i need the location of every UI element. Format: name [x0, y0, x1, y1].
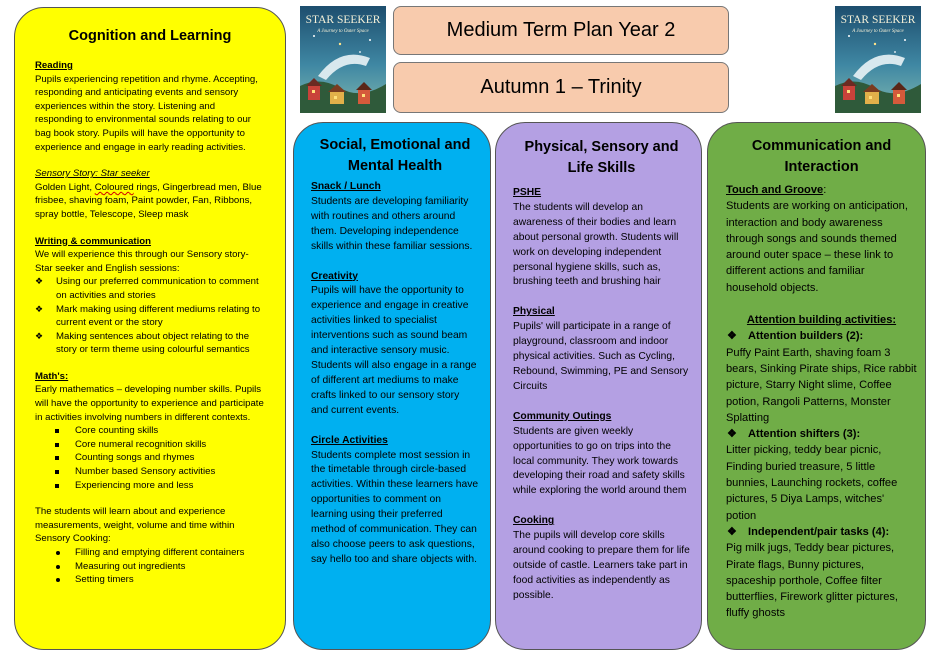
list-item: Measuring out ingredients [55, 560, 265, 574]
touch-title-colon: : [823, 184, 827, 196]
physical-heading: Physical, Sensory and Life Skills [524, 139, 679, 176]
writing-text: We will experience this through our Sensory story- Star seeker and English sessions: [35, 249, 249, 274]
cooking-text: The pupils will develop core skills around cooking to prepare them for life outside of castle. Learners take part in food activities as independently as possible. [513, 530, 690, 601]
plan-title-box [393, 6, 729, 55]
physical-sensory-panel [495, 122, 702, 650]
reading-text: Pupils experiencing repetition and rhyme. Accepting, responding and anticipating events and sensory experiences within the story. Listening and responding to environmental sounds relating to our bag book story. Pupils will have the opportunity to experience and engage in early reading activities. [35, 73, 258, 153]
sensory-text-part: Golden Light, [35, 181, 95, 193]
book-cover-title: STAR SEEKER [305, 14, 381, 26]
term-title: Autumn 1 – Trinity [480, 76, 642, 98]
sensory-story-text [35, 181, 265, 222]
builders-text: Puffy Paint Earth, shaving foam 3 bears, Sinking Pirate ships, Rice rabbit picture, Starry Night slime, Coffee potion, Rangoli Patterns, Monster Splatting [726, 346, 917, 424]
shifters-title: ❖ Attention shifters (3): [726, 426, 917, 442]
list-item: ❖ Making sentences about object relating to the story or term theme using colourful semantics [35, 330, 265, 357]
sensory-story-title: Sensory Story: Star seeker [35, 168, 150, 180]
maths-text: Early mathematics – developing number skills. Pupils will have the opportunity to experience and participate in activities involving numbers in different contexts. [35, 384, 264, 423]
measurement-list [35, 546, 265, 587]
plan-title: Medium Term Plan Year 2 [446, 19, 676, 41]
cognition-learning-panel [14, 7, 286, 650]
circle-text: Students complete most session in the timetable through circle-based activities. Within these learners have opportunities to comment on learning using their preferred method of communication. They can also choose peers to ask questions, say hello too and share objects with. [311, 449, 479, 565]
attention-title: Attention building activities: [746, 314, 897, 327]
list-item: Setting timers [55, 573, 265, 587]
snack-title: Snack / Lunch [311, 181, 381, 192]
community-text: Students are given weekly opportunities to go on trips into the local community. They work towards developing their road and safety skills while exploring the world around them [513, 425, 687, 497]
physical-title: Physical [513, 306, 555, 318]
social-emotional-panel [293, 122, 491, 650]
pair-tasks-title: ❖ Independent/pair tasks (4): [726, 524, 917, 540]
list-item: Core numeral recognition skills [55, 438, 265, 452]
touch-title [726, 182, 917, 198]
book-cover-subtitle: A Journey to Outer Space [852, 29, 904, 34]
list-item: Experiencing more and less [55, 479, 265, 493]
pshe-title: PSHE [513, 187, 542, 198]
communication-panel [707, 122, 926, 650]
cognition-heading: Cognition and Learning [68, 28, 232, 44]
book-cover-right [835, 6, 921, 113]
maths-title: Math's: [35, 370, 69, 382]
list-item: ❖ Mark making using different mediums relating to current event or the story [35, 303, 265, 330]
builders-title: ❖ Attention builders (2): [726, 328, 917, 344]
physical-text: Pupils' will participate in a range of playground, classroom and indoor physical activities. Such as Cycling, Rebound, Swimming, PE and Sensory Circuits [513, 321, 689, 392]
list-item: Core counting skills [55, 424, 265, 438]
spelling-flagged-word: Coloured [94, 181, 134, 193]
shifters-text: Litter picking, teddy bear picnic, Finding buried treasure, 5 little bunnies, Launching rockets, coffee pictures, 5 Diya Lamps, witches' potion [726, 444, 898, 522]
book-cover-title: STAR SEEKER [840, 14, 916, 26]
touch-text: Students are working on anticipation, interaction and body awareness through songs and sounds themed around outer space – these link to different actions and familiar household objects. [726, 200, 908, 294]
list-item: Counting songs and rhymes [55, 451, 265, 465]
writing-title: Writing & communication [35, 235, 152, 247]
writing-list [35, 275, 265, 357]
reading-title: Reading [35, 60, 73, 71]
pshe-text: The students will develop an awareness of their bodies and learn about personal growth. Students will work on developing independent personal hygiene skills, such as, brushing teeth and brushing hair [513, 201, 679, 288]
measurement-text: The students will learn about and experience measurements, weight, volume and time within Sensory Cooking: [35, 506, 235, 545]
snack-text: Students are developing familiarity with routines and others around them. Developing independence skills within these familiar sessions. [311, 195, 473, 252]
maths-list [35, 424, 265, 492]
creativity-title: Creativity [311, 270, 358, 282]
social-heading: Social, Emotional and Mental Health [319, 137, 471, 174]
sensory-text-part: rings, Gingerbread men, Blue frisbee, shaving foam, Paint powder, Fan, Ribbons, spray bottle, Telescope, Sleep mask [35, 181, 262, 220]
list-item: Filling and emptying different containers [55, 546, 265, 560]
cooking-title: Cooking [513, 515, 555, 527]
list-item: ❖ Using our preferred communication to comment on activities and stories [35, 275, 265, 302]
pair-tasks-text: Pig milk jugs, Teddy bear pictures, Pirate flags, Bunny pictures, spaceship porthole, Coffee filter butterflies, Firework glitter pictures, fluffy ghosts [726, 542, 899, 620]
term-title-box [393, 62, 729, 113]
circle-title: Circle Activities [311, 434, 388, 446]
list-item: Number based Sensory activities [55, 465, 265, 479]
communication-heading: Communication and Interaction [751, 138, 892, 175]
book-cover-subtitle: A Journey to Outer Space [317, 29, 369, 34]
community-title: Community Outings [513, 410, 612, 422]
touch-title-text: Touch and Groove [726, 184, 824, 196]
book-cover-left [300, 6, 386, 113]
creativity-text: Pupils will have the opportunity to experience and engage in creative activities linked to specialist interventions such as sound beam and interactive sensory music. Students will also engage in a range of different art mediums to make crafts linked to our sensory story and current events. [311, 285, 477, 416]
